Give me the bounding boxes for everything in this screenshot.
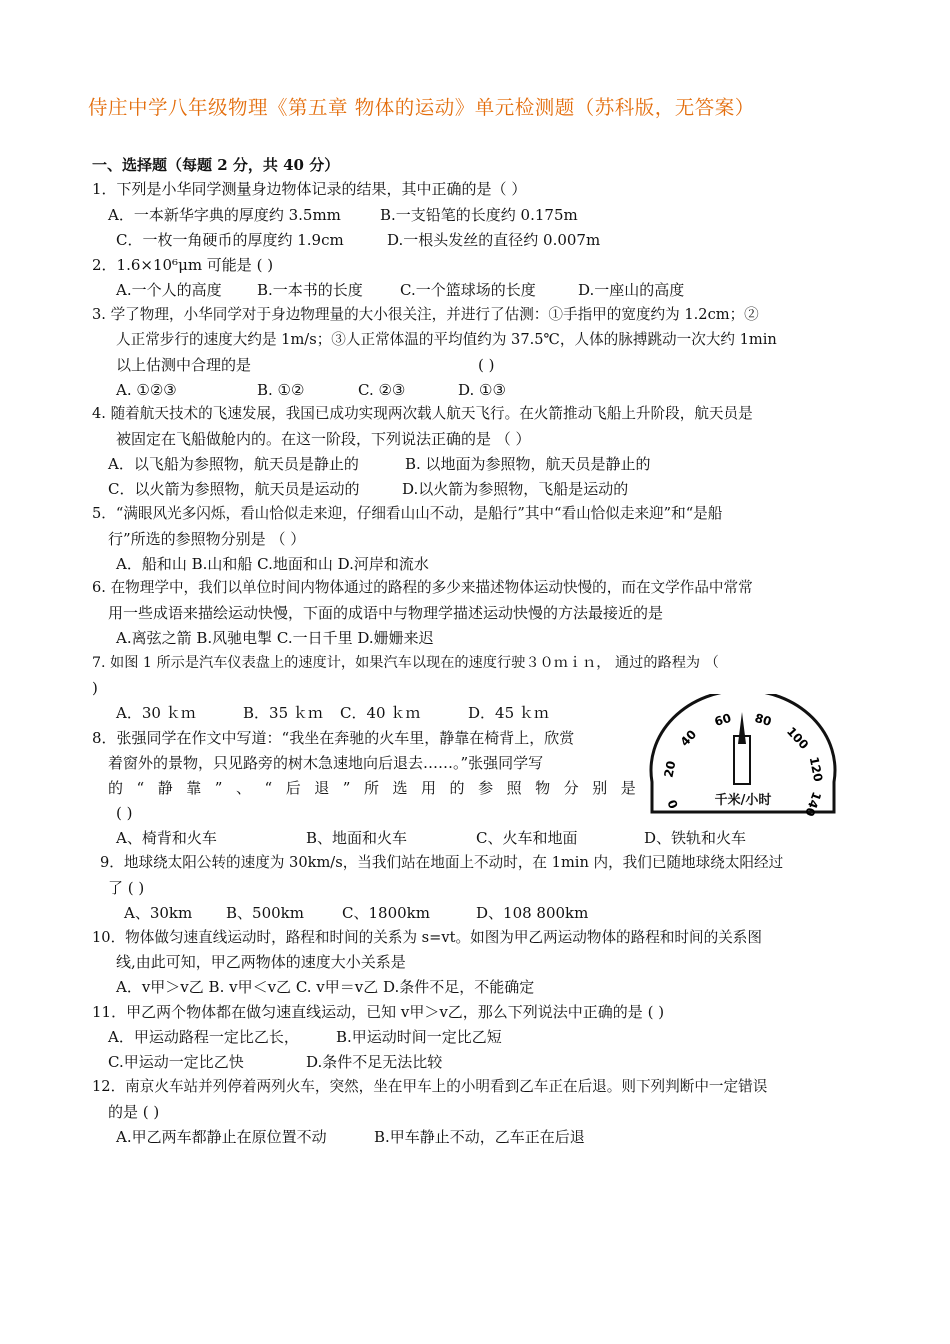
q10-options: A．v甲＞v乙 B. v甲＜v乙 C. v甲＝v乙 D.条件不足，不能确定 (116, 978, 535, 996)
q12-option-a: A.甲乙两车都静止在原位置不动 (116, 1128, 327, 1146)
q5-line-2: 行”所选的参照物分别是 （ ） (108, 530, 306, 548)
q11-option-c: C.甲运动一定比乙快 (108, 1053, 244, 1071)
q8-line-3 (108, 778, 636, 798)
q4-line-1: 4. 随着航天技术的飞速发展，我国已成功实现两次载人航天飞行。在火箭推动飞船上升阶段，航天员是 (92, 405, 753, 422)
speedometer-tick-label: 60 (712, 710, 733, 729)
q8-line-3-char: 、 (235, 779, 251, 797)
page-title: 侍庄中学八年级物理《第五章 物体的运动》单元检测题（苏科版，无答案） (88, 96, 755, 119)
q8-line-3-char: 是 (620, 779, 636, 797)
q8-option-c: C、火车和地面 (476, 829, 578, 847)
q8-option-b: B、地面和火车 (306, 829, 408, 847)
q2-option-d: D.一座山的高度 (578, 281, 685, 299)
q12-line-1: 12．南京火车站并列停着两列火车，突然，坐在甲车上的小明看到乙车正在后退。则下列判断中一定错误 (92, 1078, 768, 1095)
q8-line-3-char: 参 (478, 779, 494, 797)
q3-answer-paren: ( ) (478, 356, 495, 374)
q4-option-c: C．以火箭为参照物，航天员是运动的 (108, 480, 360, 498)
q4-option-a: A．以飞船为参照物，航天员是静止的 (108, 455, 359, 473)
q12-option-b: B.甲车静止不动，乙车正在后退 (374, 1128, 585, 1146)
q10-line-2: 线,由此可知，甲乙两物体的速度大小关系是 (116, 953, 406, 971)
q11-option-d: D.条件不足无法比较 (306, 1053, 443, 1071)
q9-line-2: 了 ( ) (108, 879, 145, 897)
q7-option-d: D．45 ｋｍ (468, 704, 549, 722)
q10-line-1: 10．物体做匀速直线运动时，路程和时间的关系为 s=vt。如图为甲乙两运动物体的路程和时间的关系图 (92, 929, 762, 946)
speedometer-tick-label: 40 (677, 727, 700, 750)
q8-line-3-char: 物 (535, 779, 551, 797)
q3-line-3: 以上估测中合理的是 (116, 356, 252, 374)
q1-option-d: D.一根头发丝的直径约 0.007m (387, 231, 601, 249)
q7-line-1: 7. 如图 1 所示是汽车仪表盘上的速度计，如果汽车以现在的速度行驶３０ｍｉｎ， 通过的路程为 （ (92, 655, 719, 671)
q8-line-3-char: “ (136, 779, 145, 797)
q8-answer-paren: ( ) (116, 804, 133, 822)
q2-option-c: C.一个篮球场的长度 (400, 281, 536, 299)
q7-option-c: C．40 ｋｍ (340, 704, 421, 722)
q3-line-2: 人正常步行的速度大约是 1m/s；③人正常体温的平均值约为 37.5℃，人体的脉搏跳动一次大约 1min (116, 331, 777, 348)
q8-line-2: 着窗外的景物，只见路旁的树木急速地向后退去……。”张强同学写 (108, 754, 544, 772)
q9-option-c: C、1800km (342, 904, 430, 922)
q1-stem: 1．下列是小华同学测量身边物体记录的结果，其中正确的是（ ） (92, 180, 527, 198)
q2-option-b: B.一本书的长度 (257, 281, 363, 299)
q4-line-2: 被固定在飞船做舱内的。在这一阶段，下列说法正确的是 （ ） (116, 430, 531, 448)
q8-line-3-char: “ (264, 779, 273, 797)
q9-option-a: A、30km (124, 904, 193, 922)
q1-option-a: A．一本新华字典的厚度约 3.5mm (108, 206, 341, 224)
q6-options: A.离弦之箭 B.风驰电掣 C.一日千里 D.姗姗来迟 (116, 629, 434, 647)
q8-line-1: 8．张强同学在作文中写道：“我坐在奔驰的火车里，静靠在椅背上，欣赏 (92, 729, 575, 747)
q7-line-2: ) (92, 679, 98, 697)
q7-option-a: A．30 ｋｍ (116, 704, 196, 722)
q9-option-d: D、108 800km (476, 904, 589, 922)
q7-option-b: B．35 ｋｍ (243, 704, 323, 722)
q8-line-3-char: 退 (314, 779, 330, 797)
q8-line-3-char: 后 (285, 779, 301, 797)
q1-option-c: C．一枚一角硬币的厚度约 1.9cm (116, 231, 344, 249)
q11-option-a: A．甲运动路程一定比乙长， (108, 1028, 299, 1046)
q8-line-3-char: 所 (363, 779, 379, 797)
q8-line-3-char: 的 (449, 779, 465, 797)
q8-line-3-char: 靠 (186, 779, 202, 797)
q4-option-b: B. 以地面为参照物，航天员是静止的 (405, 455, 651, 473)
speedometer-tick-label: 100 (783, 724, 812, 753)
q5-options: A．船和山 B.山和船 C.地面和山 D.河岸和流水 (116, 555, 429, 573)
section-heading: 一、选择题（每题 2 分，共 40 分） (92, 156, 340, 174)
q6-line-2: 用一些成语来描绘运动快慢，下面的成语中与物理学描述运动快慢的方法最接近的是 (108, 604, 664, 622)
q8-line-3-char: 的 (108, 779, 124, 797)
q9-option-b: B、500km (226, 904, 304, 922)
speedometer-tick-label: 140 (802, 789, 824, 819)
q6-line-1: 6. 在物理学中，我们以单位时间内物体通过的路程的多少来描述物体运动快慢的，而在文学作品中常常 (92, 579, 753, 596)
speedometer-tick-label: 0 (665, 797, 682, 811)
q4-option-d: D.以火箭为参照物，飞船是运动的 (402, 480, 629, 498)
q3-option-a: A. ①②③ (116, 381, 177, 399)
q8-line-3-char: ” (342, 779, 351, 797)
q11-option-b: B.甲运动时间一定比乙短 (336, 1028, 502, 1046)
speedometer-tick-label: 20 (661, 759, 679, 779)
speedometer-figure (646, 694, 840, 824)
q8-line-3-char: 用 (421, 779, 437, 797)
speedometer-tick-label: 80 (753, 710, 774, 729)
speedometer-tick-label: 120 (806, 755, 826, 783)
q3-option-b: B. ①② (257, 381, 305, 399)
q2-stem: 2．1.6×10⁶μm 可能是 ( ) (92, 256, 274, 274)
q8-line-3-char: 静 (157, 779, 173, 797)
q11-line-1: 11．甲乙两个物体都在做匀速直线运动，已知 v甲＞v乙，那么下列说法中正确的是 ( ) (92, 1003, 665, 1021)
q8-line-3-char: 分 (563, 779, 579, 797)
q3-line-1: 3. 学了物理，小华同学对于身边物理量的大小很关注，并进行了估测：①手指甲的宽度约为 1.2cm；② (92, 306, 759, 323)
q3-option-c: C. ②③ (358, 381, 406, 399)
q9-line-1: 9．地球绕太阳公转的速度为 30km/s，当我们站在地面上不动时，在 1min 内，我们已随地球绕太阳经过 (100, 854, 784, 871)
q12-line-2: 的是 ( ) (108, 1103, 160, 1121)
q8-line-3-char: 选 (392, 779, 408, 797)
q1-option-b: B.一支铅笔的长度约 0.175m (380, 206, 578, 224)
q3-option-d: D. ①③ (458, 381, 506, 399)
q8-line-3-char: 照 (506, 779, 522, 797)
q8-line-3-char: 别 (592, 779, 608, 797)
q5-line-1: 5．“满眼风光多闪烁，看山恰似走来迎，仔细看山山不动，是船行”其中“看山恰似走来迎”和“是船 (92, 505, 723, 522)
q2-option-a: A.一个人的高度 (116, 281, 222, 299)
q8-option-a: A、椅背和火车 (116, 829, 217, 847)
speedometer-unit-label: 千米/小时 (714, 793, 772, 808)
q8-option-d: D、铁轨和火车 (644, 829, 747, 847)
q8-line-3-char: ” (214, 779, 223, 797)
